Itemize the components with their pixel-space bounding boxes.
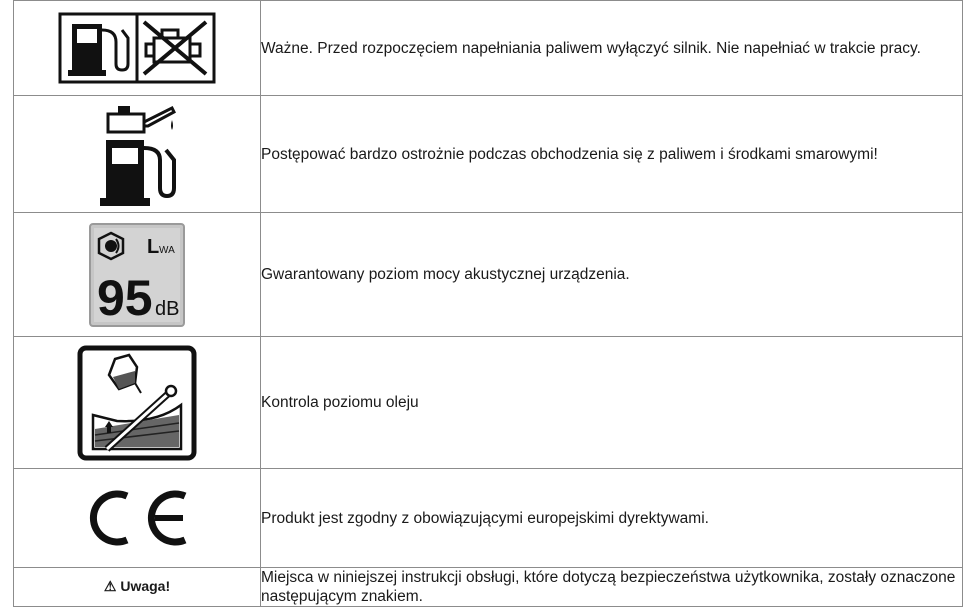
icon-cell [14, 568, 261, 607]
row-text: Ważne. Przed rozpoczęciem napełniania paliwem wyłączyć silnik. Nie napełniać w trakcie pracy. [261, 1, 963, 96]
symbols-table [13, 0, 963, 607]
sound-value: 95 [97, 269, 153, 326]
table-row [14, 469, 963, 568]
oil-can-fuel-pump-icon [94, 100, 180, 208]
ce-mark-icon [77, 488, 197, 548]
table-row [14, 568, 963, 607]
table-row [14, 1, 963, 96]
row-text: Produkt jest zgodny z obowiązującymi europejskimi dyrektywami. [261, 469, 963, 568]
table-row [14, 337, 963, 469]
oil-level-check-icon [77, 345, 197, 461]
lwa-subscript: WA [159, 244, 175, 256]
sound-power-level-label [89, 223, 185, 327]
icon-cell [14, 469, 261, 568]
icon-cell [14, 1, 261, 96]
table-row [14, 213, 963, 337]
warning-text: Uwaga! [120, 578, 171, 594]
sound-unit: dB [155, 297, 180, 320]
row-text: Gwarantowany poziom mocy akustycznej urządzenia. [261, 213, 963, 337]
icon-cell [14, 96, 261, 213]
warning-label [104, 578, 170, 595]
row-text: Postępować bardzo ostrożnie podczas obchodzenia się z paliwem i środkami smarowymi! [261, 96, 963, 213]
icon-cell [14, 213, 261, 337]
fuel-pump-engine-off-icon [58, 12, 216, 84]
lwa-letter: L [147, 235, 160, 258]
table-row [14, 96, 963, 213]
warning-triangle-icon: ⚠ [103, 578, 117, 594]
row-text: Miejsca w niniejszej instrukcji obsługi, które dotyczą bezpieczeństwa użytkownika, zostały oznaczone następującym znakiem. [261, 568, 963, 607]
row-text: Kontrola poziomu oleju [261, 337, 963, 469]
icon-cell [14, 337, 261, 469]
